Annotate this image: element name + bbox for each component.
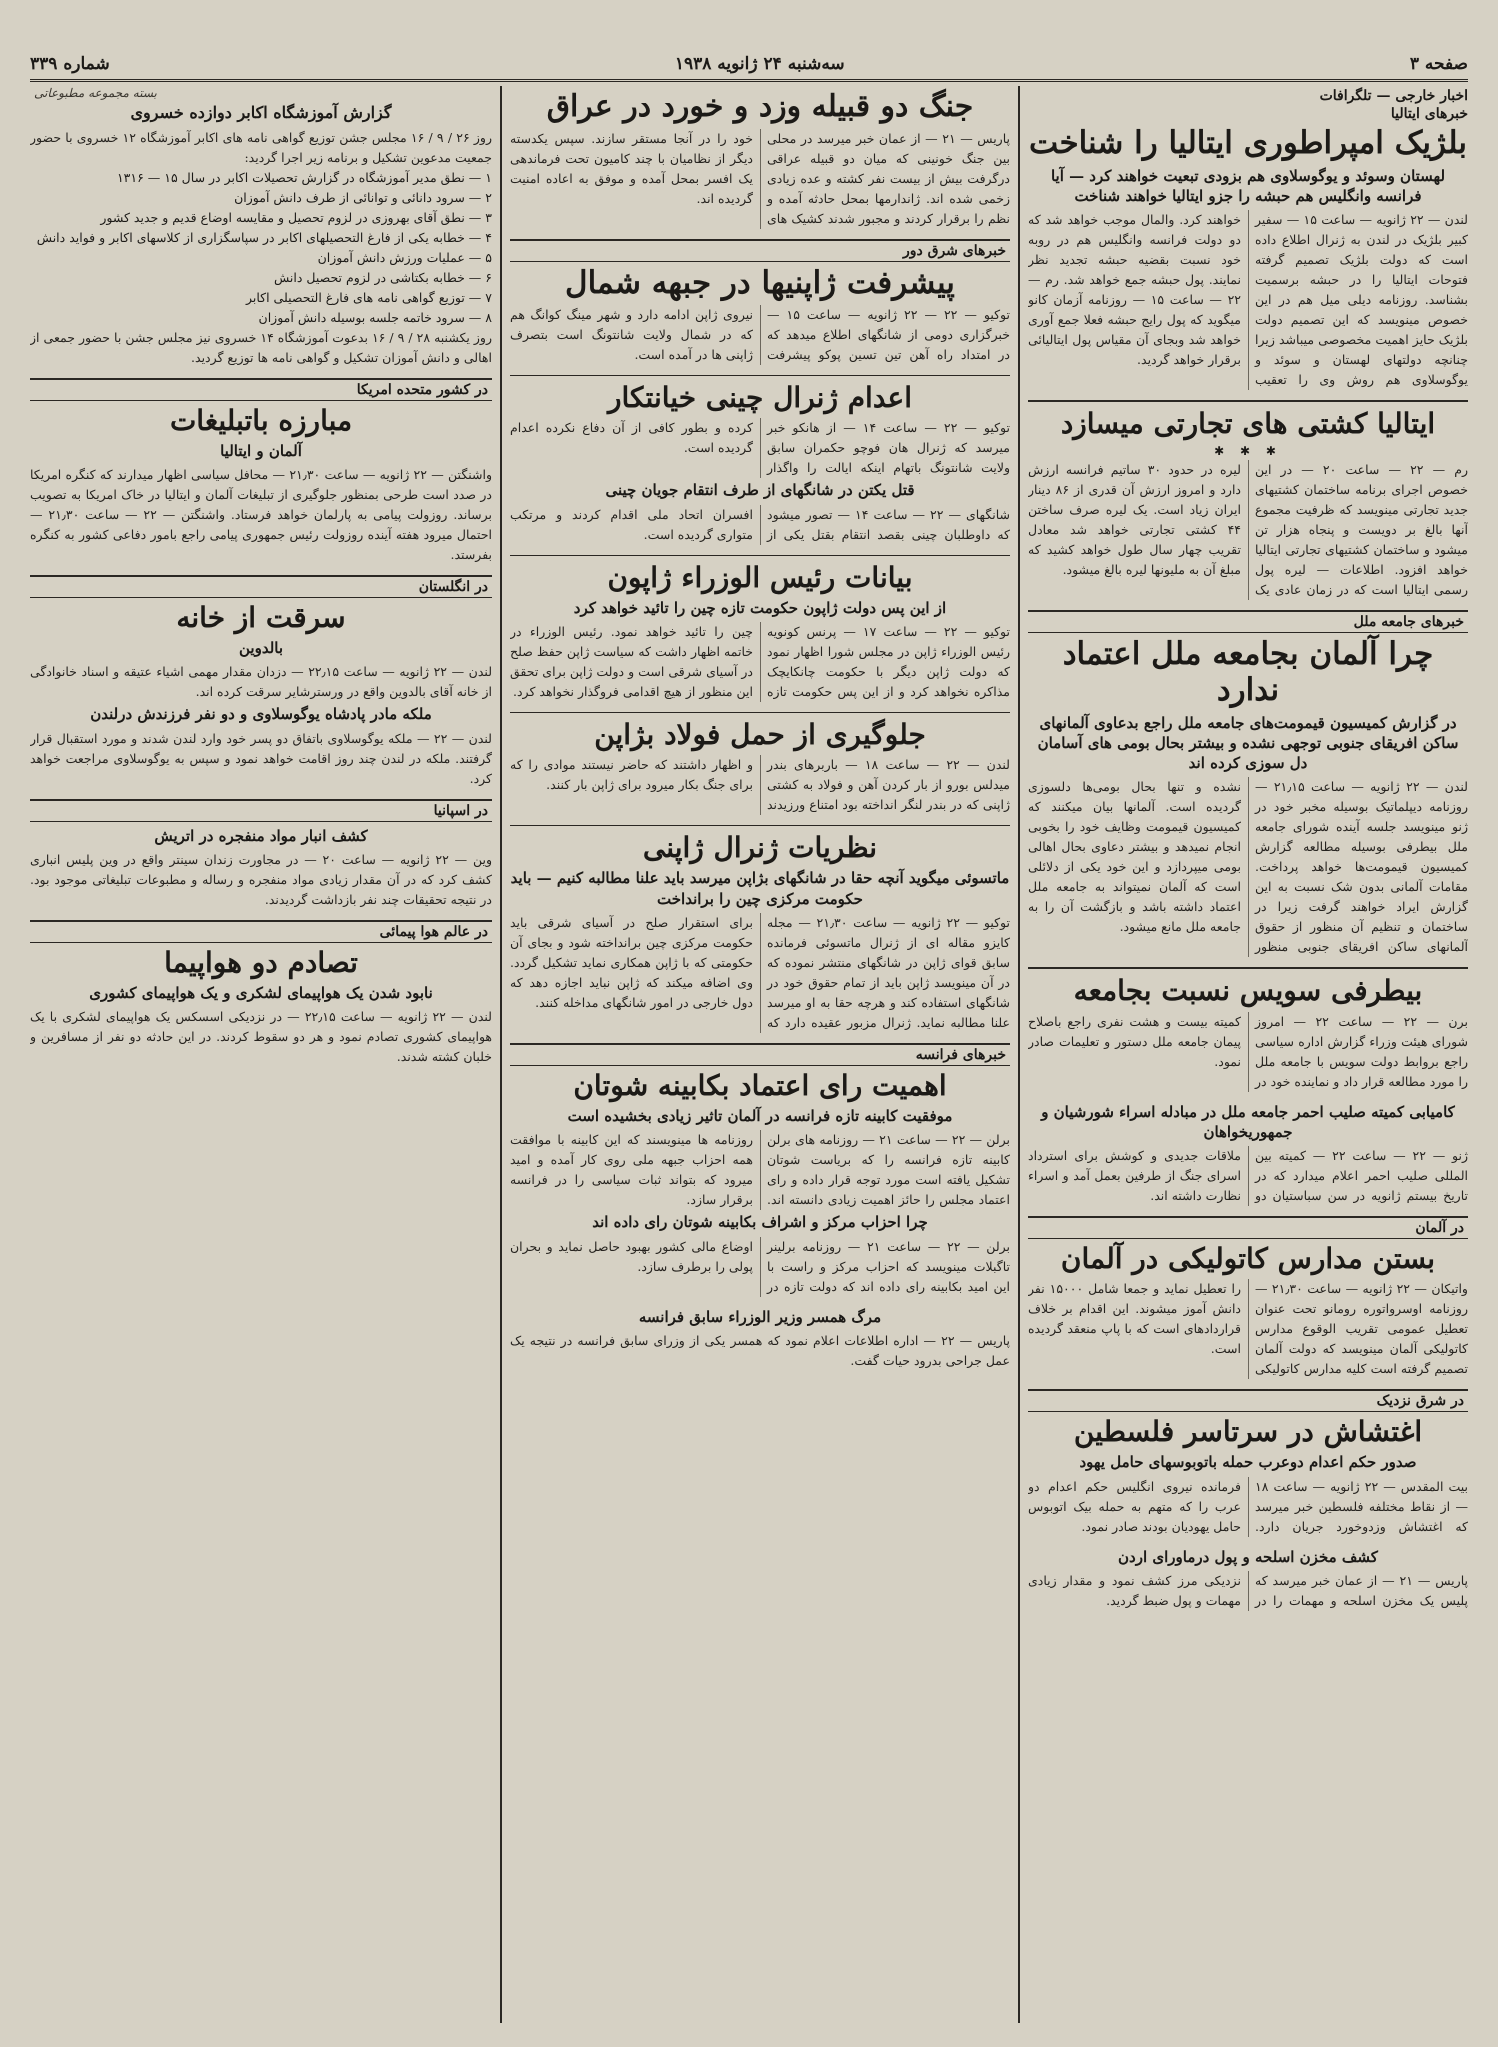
article-body: لندن — ۲۲ ژانویه — ساعت ۲۱٫۱۵ — روزنامه دیپلماتیک بوسیله مخبر خود در ژنو مینویسد جلسه آینده شورای جامعه ملل بیطرفی بوسیله مطالعه گزارش کمیسیون قیمومت‌ها خواهد پرداخت. مقامات آلمانی بدون شک نسبت به این گزارش ایراد خواهند گرفت زیرا در ساختمان و تنظیم آن منظور از حقوق آلمانهای ساکن افریقای جنوبی منظور نشده و تنها بحال بومی‌ها دلسوزی گردیده است. آلمانها بیان میکنند که کمیسیون قیمومت وظایف خود را بخوبی انجام نمیدهد و بیشتر دعاوی بحال اهالی بومی میپردازد و این خود یکی از دلائلی است که آلمان نمیتواند به جامعه ملل اعتماد داشته باشد و بازگشت آن را به جامعه ملل مانع میشود. [1028,779,1468,955]
article-body: ژنو — ۲۲ — ساعت ۲۲ — کمیته بین المللی صلیب احمر اعلام میدارد که در تاریخ بیستم ژانویه در سن سباستیان دو ملاقات جدیدی و کوشش برای استرداد اسرای جنگ از طرفین بعمل آمد و اسراء نظارت داشته اند. [1028,1148,1468,1204]
page-number: صفحه ۳ [1409,53,1468,74]
article-body: لندن — ۲۲ ژانویه — ساعت ۱۵ — سفیر کبیر بلژیک در لندن به ژنرال اطلاع داده است که دولت بلژیک تصمیم گرفته فتوحات ایتالیا را در حبشه برسمیت بشناسد. روزنامه دیلی میل هم در این خصوص مینویسد که این تصمیم دولت بلژیک حایز اهمیت مخصوصی میباشد زیرا چنانچه دولتهای لهستان و سوئد و یوگوسلاوی هم روش وی را تعقیب خواهند کرد. والمال موجب خواهد شد که دو دولت فرانسه وانگلیس هم در روبه خود نسبت بقضیه حبشه تجدید نظر نمایند. پول حبشه جمع خواهد شد. رم — ۲۲ — ساعت ۱۵ — روزنامه آزمان کانو میگوید که پول رایج حبشه فعلا جمع آوری خواهد شد وبجای آن مقیاس پول ایتالیائی برقرار خواهد گردید. [1028,212,1468,388]
article-swiss [1028,975,1468,1091]
article-steel [510,719,1010,815]
article-body: پاریس — ۲۱ — از عمان خبر میرسد که پلیس یک مخزن اسلحه و مهمات را در نزدیکی مرز کشف نمود و مقدار زیادی مهمات و پول ضبط گردید. [1028,1572,1468,1608]
subheadline: ملکه مادر پادشاه یوگوسلاوی و دو نفر فرزندش درلندن [90,705,432,724]
subheadline: آلمان و ایتالیا [220,441,302,460]
headline: سرقت از خانه [176,601,346,635]
list-item: ۶ — خطابه بکتاشی در لزوم تحصیل دانش [273,269,492,285]
article-propaganda [30,405,492,565]
headline: تصادم دو هواپیما [164,945,358,979]
column-right [1028,86,1468,2027]
date-line: سه‌شنبه ۲۴ ژانویه ۱۹۳۸ [674,53,845,74]
article-france [510,1070,1010,1297]
headline: جلوگیری از حمل فولاد بژاپن [594,718,926,752]
list-item: ۱ — نطق مدیر آموزشگاه در گزارش تحصیلات اکابر در سال ۱۵ — ۱۳۱۶ [116,169,492,185]
article-body: پاریس — ۲۱ — از عمان خبر میرسد در محلی بین جنگ خونینی که میان دو قبیله عراقی درگرفت بیش از بیست نفر کشته و عده زیادی زخمی شده اند. ژاندارمها بمحل حادثه آمده و نظم را برقرار کردند و مجبور شدند کشیک های خود را در آنجا مستقر سازند. سپس یکدسته دیگر از نظامیان با چند کامیون تحت فرماندهی یک افسر بمحل آمده و موفق به اعاده امنیت گردیده اند. [510,130,1010,226]
handwritten-signature: بسته مجموعه مطبوعاتی [34,86,157,100]
column-left [30,86,492,2027]
article-body: لندن — ۲۲ ژانویه — ساعت ۲۲٫۱۵ — دزدان مقدار مهمی اشیاء عتیقه و اسناد خانوادگی از خانه آقای بالدوین واقع در ورسترشایر سرقت کرده اند. [30,664,492,700]
list-item: ۸ — سرود خاتمه جلسه بوسیله دانش آموزان [258,309,492,325]
section-kicker: خبرهای ایتالیا [1390,106,1468,122]
headline: ایتالیا کشتی های تجارتی میسازد [1060,407,1436,441]
list-item: ۵ — عملیات ورزش دانش آموزان [317,249,492,265]
column-rule [1018,86,1020,2023]
page-header [30,48,1468,82]
section-kicker: در کشور متحده امریکا [30,378,492,401]
article-body: وین — ۲۲ ژانویه — ساعت ۲۰ — در مجاورت زندان سینتر واقع در وین پلیس انباری کشف کرد که در آن مقدار زیادی مواد منفجره و رساله و مطبوعات تبلیغاتی موجود بود. در نتیجه تحقیقات چند نفر بازداشت گردیدند. [30,851,492,907]
article-education [30,102,492,368]
article-crash [30,947,492,1067]
article-body: لندن — ۲۲ ژانویه — ساعت ۲۲٫۱۵ — در نزدیکی اسسکس یک هواپیمای لشکری با یک هواپیمای کشوری تصادم نمود و هر دو سقوط کردند. در این حادثه دو نفر از مسافرین و خلبان کشته شدند. [30,1009,492,1065]
subheadline: در گزارش کمیسیون قیمومت‌های جامعه ملل راجع بدعاوی آلمانهای ساکن افریقای جنوبی توجهی نشده و بیشتر بحال بومی های آسامان دل سوزی کرده اند [1037,713,1459,773]
article-redcross [1028,1102,1468,1207]
subheadline: موفقیت کابینه تازه فرانسه در آلمان تاثیر زیادی بخشیده است [567,1107,953,1126]
headline: نظریات ژنرال ژاپنی [642,831,878,865]
headline: پیشرفت ژاپنیها در جبهه شمال [565,264,955,301]
subheadline: لهستان وسوئد و یوگوسلاوی هم بزودی تبعیت خواهند کرد — آیا فرانسه وانگلیس هم حبشه را جزو ایتالیا خواهند شناخت [1050,166,1446,205]
article-schools [1028,1243,1468,1379]
section-kicker: خبرهای فرانسه [510,1043,1010,1066]
subheadline: قتل یکتن در شانگهای از طرف انتقام جویان چینی [605,481,915,500]
headline: گزارش آموزشگاه اکابر دوازده خسروی [130,103,392,122]
program-list [30,168,492,328]
headline: جنگ دو قبیله وزد و خورد در عراق [546,89,974,124]
article-body: رم — ۲۲ — ساعت ۲۰ — در این خصوص اجرای برنامه ساختمان کشتیهای جدید تجارتی مینویسد که ظرفیت مجموع آنها بالغ بر دویست و پنجاه هزار تن میشود و ساختمان کشتیهای تجارتی ایتالیا خواهد افزود. اطلاعات — لیره پول رسمی ایتالیا است که در زمان عادی یک لیره در حدود ۳۰ ساتیم فرانسه ارزش دارد و امروز ارزش آن قدری از ۸۶ دینار ایران زیاد است. یک لیره صرف ساختن ۴۴ کشتی تجارتی خواهد شد معادل تقریب چهار سال طول خواهد کشید که مبلغ آن به ملیونها لیره بالغ میشود. [1028,462,1468,598]
article-body: برن — ۲۲ — ساعت ۲۲ — امروز شورای هیئت وزراء گزارش اداره سیاسی راجع بروابط دولت سویس با جامعه ملل را مورد مطالعه قرار داد و نماینده خود در کمیته بیست و هشت نفری راجع باصلاح پیمان جامعه ملل دستور و تعلیمات صادر نمود. [1028,1013,1468,1089]
article-body: توکیو — ۲۲ — ساعت ۱۴ — از هانکو خبر میرسد که ژنرال هان فوچو حکمران سابق ولایت شانتونگ باتهام اینکه ایالت را واگذار کرده و بطور کافی از آن دفاع نکرده اعدام گردیده است. [510,420,1010,476]
headline: چرا آلمان بجامعه ملل اعتماد ندارد [1062,636,1434,708]
divider [510,555,1010,556]
section-kicker: در اسپانیا [30,799,492,822]
article-body: توکیو — ۲۲ ژانویه — ساعت ۲۱٫۳۰ — مجله کایزو مقاله ای از ژنرال ماتسوئی فرمانده سابق قوای ژاپن در شانگهای منتشر نموده که در آن مینویسد ژاپن باید از تمام حقوق خود در شانگهای استفاده کند و هرچه حقا به او میرسد علنا مطالبه نماید. ژنرال مزبور عقیده دارد که برای استقرار صلح در آسیای شرقی باید حکومت مرکزی چین برانداخته شود و بجای آن حکومتی که با ژاپن همکاری نماید تشکیل گردد. وی اضافه میکند که ژاپن نباید اجازه دهد که دول خارجی در امور شانگهای مداخله کنند. [510,914,1010,1030]
divider [510,375,1010,376]
article-body: برلن — ۲۲ — ساعت ۲۱ — روزنامه برلینر تاگبلات مینویسد که احزاب مرکز و راست با این امید بکابینه رای داده اند که دولت تازه در اوضاع مالی کشور بهبود حاصل نماید و بحران پولی را برطرف سازد. [510,1238,1010,1294]
subheadline: مرگ همسر وزیر الوزراء سابق فرانسه [638,1307,882,1326]
headline: مبارزه باتبلیغات [169,403,353,437]
section-kicker: در عالم هوا پیمائی [30,920,492,943]
article-explosives [30,826,492,910]
article-body: لندن — ۲۲ — ساعت ۱۸ — باربرهای بندر میدلس بورو از بار کردن آهن و فولاد به کشتی ژاپنی که در بندر لنگر انداخته بود امتناع ورزیدند و اظهار داشتند که حاضر نیستند موادی را که برای جنگ بکار میرود برای ژاپن بار کنند. [510,757,1010,813]
divider [1028,400,1468,402]
subheadline: کامیابی کمیته صلیب احمر جامعه ملل در مبادله اسراء شورشیان و جمهوریخواهان [1041,1102,1455,1141]
subheadline: صدور حکم اعدام دوعرب حمله باتوبوسهای حامل یهود [1079,1453,1417,1472]
article-iraq [510,90,1010,229]
article-palestine [1028,1416,1468,1536]
article-body: روز ۲۶ / ۹ / ۱۶ مجلس جشن توزیع گواهی نامه های اکابر آموزشگاه ۱۲ خسروی با حضور جمعیت مدعوین تشکیل و برنامه زیر اجرا گردید: [30,129,492,165]
article-minister [510,1307,1010,1371]
divider [510,825,1010,826]
article-theft [30,602,492,789]
article-premier [510,562,1010,702]
headline: اعدام ژنرال چینی خیانتکار [607,381,913,415]
headline: اهمیت رای اعتماد بکابینه شوتان [573,1068,947,1102]
article-body: توکیو — ۲۲ — ۲۲ ژانویه — ساعت ۱۵ — خبرگزاری دومی از شانگهای اطلاع میدهد که در امتداد راه آهن تین تسین پوکو پیشرفت نیروی ژاپن ادامه دارد و شهر مینگ کوانگ هم که در شمال ولایت شانتونگ است بتصرف ژاپنی ها در آمده است. [510,307,1010,363]
divider [510,712,1010,713]
section-kicker: خبرهای شرق دور [510,239,1010,262]
article-body: پاریس — ۲۲ — اداره اطلاعات اعلام نمود که همسر یکی از وزرای سابق فرانسه در نتیجه یک عمل جراحی بدرود حیات گفت. [510,1332,1010,1368]
list-item: ۳ — نطق آقای بهروزی در لزوم تحصیل و مقایسه اوضاع قدیم و جدید کشور [100,209,492,225]
article-japan-north [510,266,1010,366]
article-body: لندن — ۲۲ — ملکه یوگوسلاوی باتفاق دو پسر خود وارد لندن شدند و مورد استقبال قرار گرفتند. ملکه در لندن چند روز اقامت خواهد نمود و سپس به یوگوسلاوی مراجعت خواهد کرد. [30,730,492,786]
article-body: واشنگتن — ۲۲ ژانویه — ساعت ۲۱٫۳۰ — محافل سیاسی اظهار میدارند که کنگره امریکا در صدد است طرحی بمنظور جلوگیری از تبلیغات آلمان و ایتالیا در خاک امریکا به تصویب برساند. روزولت پیامی به پارلمان خواهد فرستاد. واشنگتن — ۲۲ — ساعت ۲۱٫۳۰ — احتمال میرود هفته آینده روزولت رئیس جمهوری پیامی راجع بامور دفاعی کشور به کنگره بفرستد. [30,467,492,563]
ornament: ✱ ✱ ✱ [1214,444,1282,459]
article-jordan [1028,1547,1468,1611]
article-body: واتیکان — ۲۲ ژانویه — ساعت ۲۱٫۳۰ — روزنامه اوسرواتوره رومانو تحت عنوان تعطیل عمومی تقریب الوقوع مدارس کاتولیکی آلمان مینویسد که دولت آلمان تصمیم گرفته است کلیه مدارس کاتولیکی را تعطیل نماید و جمعا شامل ۱۵۰۰۰ نفر دانش آموز میشوند. این اقدام بر خلاف قراردادهای است که با پاپ منعقد گردیده است. [1028,1281,1468,1377]
issue-number: شماره ۳۳۹ [30,53,110,74]
section-kicker: در آلمان [1028,1216,1468,1239]
article-execution [510,382,1010,544]
subheadline: چرا احزاب مرکز و اشراف بکابینه شوتان رای داده اند [592,1213,928,1232]
column-rule [500,86,502,2023]
list-item: ۷ — توزیع گواهی نامه های فارغ التحصیلی اکابر [245,289,492,305]
headline: بلژیک امپراطوری ایتالیا را شناخت [1029,125,1467,161]
article-italy [1028,126,1468,390]
subheadline: نابود شدن یک هواپیمای لشکری و یک هواپیمای کشوری [89,984,433,1003]
list-item: ۴ — خطابه یکی از فارغ التحصیلهای اکابر در سپاسگزاری از کلاسهای اکابر و فواید دانش [36,229,492,245]
column-middle [510,86,1010,2027]
divider [1028,967,1468,969]
article-ships [1028,408,1468,600]
section-kicker: در شرق نزدیک [1028,1389,1468,1412]
subheadline: کشف مخزن اسلحه و پول درماورای اردن [1118,1547,1378,1566]
headline: اغتشاش در سرتاسر فلسطین [1073,1415,1423,1449]
list-item: ۲ — سرود دانائی و توانائی از طرف دانش آموزان [234,189,492,205]
subheadline: از این پس دولت ژاپون حکومت تازه چین را تائید خواهد کرد [573,598,947,617]
headline: بیطرفی سویس نسبت بجامعه [1073,974,1423,1008]
subheadline: بالدوین [238,639,284,658]
article-general [510,832,1010,1033]
article-body: شانگهای — ۲۲ — ساعت ۱۴ — تصور میشود که داوطلبان چینی بقصد انتقام بقتل یکی از افسران اتحاد ملی اقدام کردند و مرتکب متواری گردیده است. [510,506,1010,542]
headline: بیانات رئیس الوزراء ژاپون [607,560,913,594]
subheadline: کشف انبار مواد منفجره در اتریش [154,826,368,845]
article-body: بیت المقدس — ۲۲ ژانویه — ساعت ۱۸ — از نقاط مختلفه فلسطین خبر میرسد که اغتشاش وزدوخورد جریان دارد. فرمانده نیروی انگلیس حکم اعدام دو عرب را که متهم به حمله بیک اتوبوس حامل یهودیان بودند صادر نمود. [1028,1478,1468,1534]
section-kicker: خبرهای جامعه ملل [1028,610,1468,633]
article-germany-league [1028,637,1468,957]
article-body: توکیو — ۲۲ — ساعت ۱۷ — پرنس کونویه رئیس الوزراء ژاپن در مجلس شورا اظهار نمود که دولت ژاپن دیگر با حکومت چانکایچک مذاکره نخواهد کرد و از این پس حکومت تازه چین را تائید خواهد نمود. رئیس الوزراء در خاتمه اظهار داشت که سیاست ژاپن حفظ صلح در آسیای شرقی است و دولت ژاپن برای تحقق این منظور از هیچ اقدامی فروگذار نخواهد کرد. [510,624,1010,700]
article-body: روز یکشنبه ۲۸ / ۹ / ۱۶ بدعوت آموزشگاه ۱۴ خسروی نیز مجلس جشن با حضور جمعی از اهالی و دانش آموزان تشکیل و گواهی نامه ها توزیع گردید. [30,329,492,365]
section-kicker: در انگلستان [30,575,492,598]
article-body: برلن — ۲۲ — ساعت ۲۱ — روزنامه های برلن کابینه تازه فرانسه را که بریاست شوتان تشکیل یافته است مورد توجه قرار داده و رای اعتماد مجلس را حائز اهمیت زیادی دانسته اند. روزنامه ها مینویسند که این کابینه با موافقت همه احزاب جبهه ملی روی کار آمده و امید میرود که بتواند ثبات سیاسی را در فرانسه برقرار سازد. [510,1132,1010,1208]
headline: بستن مدارس کاتولیکی در آلمان [1060,1242,1436,1276]
section-kicker: اخبار خارجی — تلگرافات [1319,88,1468,104]
subheadline: ماتسوئی میگوید آنچه حقا در شانگهای بژاپن میرسد باید علنا مطالبه کنیم — باید حکومت مرکزی چین را برانداخت [510,869,1010,908]
